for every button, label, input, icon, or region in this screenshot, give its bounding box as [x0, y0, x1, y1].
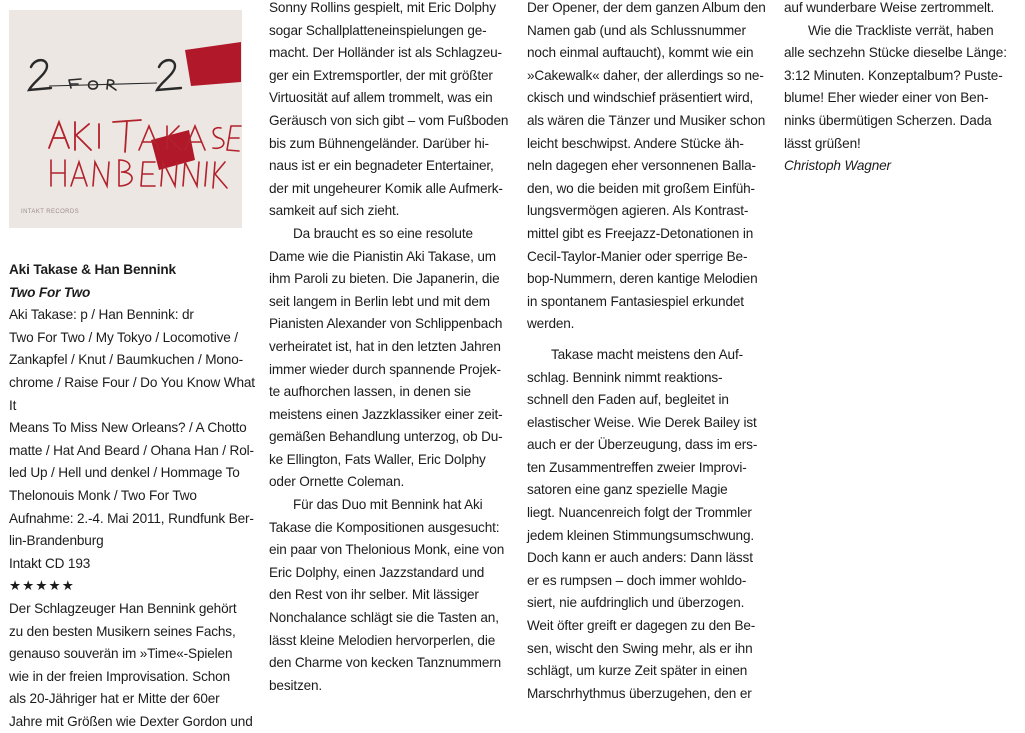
- text-line: Nonchalance schlägt sie die Tasten an,: [269, 610, 499, 626]
- text-line: ninks übermütigen Scherzen. Dada: [784, 112, 992, 128]
- text-line: bop-Nummern, deren kantige Melodien: [527, 271, 758, 287]
- text-line: ke Ellington, Fats Waller, Eric Dolphy: [269, 451, 486, 467]
- article-paragraph: [269, 223, 519, 494]
- text-line: mittel gibt es Freejazz-Detonationen in: [527, 225, 754, 241]
- text-line: Takase die Kompositionen ausgesucht:: [269, 519, 500, 535]
- track-line: led Up / Hell und denkel / Hommage To: [9, 465, 240, 481]
- text-line: ckisch und windschief präsentiert wird,: [527, 90, 754, 106]
- text-line: besitzen.: [269, 677, 323, 693]
- text-line: Eric Dolphy, einen Jazzstandard und: [269, 564, 485, 580]
- text-line: den, wo die beiden mit großem Einfüh-: [527, 180, 755, 196]
- text-line: in spontanem Fantasiespiel erkundet: [527, 293, 744, 309]
- text-line: schlägt, um kurze Zeit später in einen: [527, 663, 748, 679]
- text-line: er es rumpsen – doch immer wohldo-: [527, 572, 747, 588]
- text-line: Der Opener, der dem ganzen Album den: [527, 0, 766, 15]
- article-paragraph: [784, 20, 1019, 156]
- text-line: ihm Paroli zu bieten. Die Japanerin, die: [269, 271, 500, 287]
- text-line: den Charme von kecken Tanznummern: [269, 655, 502, 671]
- text-line: auf wunderbare Weise zertrommelt.: [784, 0, 995, 15]
- text-line: bis zum Bühnengeländer. Darüber hi-: [269, 135, 489, 151]
- text-line: lässt kleine Melodien hervorperlen, die: [269, 632, 496, 648]
- rating-stars: ★★★★★: [9, 578, 75, 594]
- track-line: Thelonouis Monk / Two For Two: [9, 487, 197, 503]
- track-line: Means To Miss New Orleans? / A Chotto: [9, 420, 247, 436]
- text-line: den Rest von ihr selber. Mit lässiger: [269, 587, 479, 603]
- album-artist: Aki Takase & Han Bennink: [9, 262, 176, 277]
- text-line: sogar Schallplatteneinspielungen ge-: [269, 22, 487, 38]
- text-line: satoren eine ganz spezielle Magie: [527, 482, 728, 498]
- text-line: ten Zusammentreffen zweier Improvi-: [527, 459, 747, 475]
- text-line: siert, nie aufdringlich und überzogen.: [527, 595, 745, 611]
- album-cover: [9, 10, 242, 228]
- catalog-number: Intakt CD 193: [9, 555, 91, 571]
- text-line: Der Schlagzeuger Han Bennink gehört: [9, 600, 237, 616]
- text-line: Wie die Trackliste verrät, haben: [808, 22, 994, 38]
- text-line: Geräusch von sich gibt – vom Fußboden: [269, 112, 509, 128]
- text-line: liegt. Nuancenreich folgt der Trommler: [527, 505, 752, 521]
- track-line: Two For Two / My Tokyo / Locomotive /: [9, 329, 238, 345]
- text-line: Namen gab (und als Schlussnummer: [527, 22, 746, 38]
- text-line: Dame wie die Pianistin Aki Takase, um: [269, 248, 496, 264]
- text-line: neln dagegen eher versonnenen Balla-: [527, 158, 756, 174]
- column-4: [784, 0, 1019, 178]
- text-line: Doch kann er auch anders: Dann lässt: [527, 550, 753, 566]
- track-line: Zankapfel / Knut / Baumkuchen / Mono-: [9, 352, 243, 368]
- column-1: [9, 0, 260, 733]
- article-paragraph: [784, 0, 1019, 20]
- article-paragraph: [269, 0, 519, 223]
- text-line: Cecil-Taylor-Manier oder sperrige Be-: [527, 248, 748, 264]
- author-signature: Christoph Wagner: [784, 158, 891, 174]
- cover-label: INTAKT RECORDS: [21, 209, 80, 216]
- text-line: lässt grüßen!: [784, 135, 861, 151]
- text-line: schlag. Bennink nimmt reaktions-: [527, 369, 723, 385]
- text-line: verheiratet ist, hat in den letzten Jahren: [269, 338, 501, 354]
- text-line: leicht beschwipst. Andere Stücke äh-: [527, 135, 744, 151]
- text-line: auch er der Überzeugung, dass im ers-: [527, 437, 758, 453]
- text-line: Weit öfter greift er dagegen zu den Be-: [527, 618, 756, 634]
- text-line: samkeit auf sich zieht.: [269, 203, 400, 219]
- text-line: meistens einen Jazzklassiker einer zeit-: [269, 406, 503, 422]
- text-line: Virtuosität auf allem trommelt, was ein: [269, 90, 493, 106]
- text-line: alle sechzehn Stücke dieselbe Länge:: [784, 45, 1007, 61]
- text-line: ger ein Extremsportler, der mit größter: [269, 67, 493, 83]
- text-line: ein paar von Thelonious Monk, eine von: [269, 542, 505, 558]
- column-3: [527, 0, 777, 705]
- album-credits: [9, 259, 260, 598]
- recording-info: lin-Brandenburg: [9, 533, 104, 549]
- text-line: zu den besten Musikern seines Fachs,: [9, 623, 236, 639]
- text-line: genauso souverän im »Time«-Spielen: [9, 646, 233, 662]
- column-2: [269, 0, 519, 697]
- text-line: blume! Eher wieder einer von Ben-: [784, 90, 989, 106]
- album-lineup: Aki Takase: p / Han Bennink: dr: [9, 307, 194, 323]
- text-line: seit langem in Berlin lebt und mit dem: [269, 293, 490, 309]
- text-line: Sonny Rollins gespielt, mit Eric Dolphy: [269, 0, 496, 15]
- article-paragraph: [269, 494, 519, 697]
- text-line: Pianisten Alexander von Schlippenbach: [269, 316, 503, 332]
- text-line: schnell den Faden auf, begleitet in: [527, 392, 729, 408]
- track-line: chrome / Raise Four / Do You Know What It: [9, 374, 255, 413]
- text-line: Takase macht meistens den Auf-: [551, 346, 743, 362]
- text-line: gemäßen Behandlung unterzog, ob Du-: [269, 429, 503, 445]
- text-line: wie in der freien Improvisation. Schon: [9, 668, 230, 684]
- article-paragraph: [9, 598, 260, 733]
- recording-info: Aufnahme: 2.-4. Mai 2011, Rundfunk Ber-: [9, 510, 254, 526]
- text-line: te aufhorchen lassen, in denen sie: [269, 384, 471, 400]
- text-line: als 20-Jähriger hat er Mitte der 60er: [9, 691, 220, 707]
- text-line: »Cakewalk« daher, der allerdings so ne-: [527, 67, 764, 83]
- text-line: noch einmal auftaucht), kommt wie ein: [527, 45, 754, 61]
- album-cover-artwork: [9, 10, 242, 228]
- text-line: naus ist er ein begnadeter Entertainer,: [269, 158, 494, 174]
- text-line: Jahre mit Größen wie Dexter Gordon und: [9, 713, 253, 729]
- text-line: als wären die Tänzer und Musiker schon: [527, 112, 766, 128]
- text-line: werden.: [527, 316, 575, 332]
- text-line: jedem kleinen Stimmungsumschwung.: [527, 527, 755, 543]
- text-line: Für das Duo mit Bennink hat Aki: [293, 497, 483, 513]
- text-line: macht. Der Holländer ist als Schlagzeu-: [269, 45, 502, 61]
- text-line: lungsvermögen agieren. Als Kontrast-: [527, 203, 749, 219]
- article-paragraph: [527, 344, 777, 706]
- track-list: [9, 327, 260, 508]
- text-line: elastischer Weise. Wie Derek Bailey ist: [527, 414, 757, 430]
- text-line: immer wieder durch spannende Projek-: [269, 361, 501, 377]
- text-line: 3:12 Minuten. Konzeptalbum? Puste-: [784, 67, 1003, 83]
- album-title: Two For Two: [9, 284, 91, 300]
- text-line: Da braucht es so eine resolute: [293, 225, 473, 241]
- text-line: oder Ornette Coleman.: [269, 474, 405, 490]
- text-line: sen, wischt den Swing mehr, als er ihn: [527, 640, 753, 656]
- text-line: Marschrhythmus überzugehen, den er: [527, 685, 752, 701]
- article-paragraph: [527, 0, 777, 336]
- track-line: matte / Hat And Beard / Ohana Han / Rol-: [9, 442, 254, 458]
- text-line: der mit ungeheurer Komik alle Aufmerk-: [269, 180, 503, 196]
